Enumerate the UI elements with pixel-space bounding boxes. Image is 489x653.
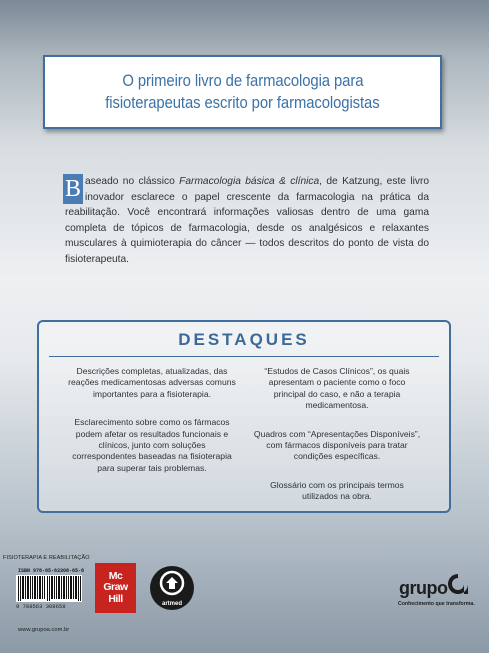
highlight-item: Esclarecimento sobre como os fármacos podem afetar os resultados funcionais e clínicos, junto com soluções correspondentes baseadas na fisioterapia para superar tais problemas. (72, 417, 232, 473)
highlight-item: Quadros com “Apresentações Disponíveis”, com fármacos disponíveis para tratar condições específicas. (253, 428, 421, 462)
highlights-left-column (67, 366, 237, 491)
book-title-italic: Farmacologia básica & clínica (179, 176, 320, 187)
mcgraw-logo-line: Graw (103, 581, 128, 594)
mcgraw-logo-line: Hill (108, 592, 123, 605)
intro-text-end: , de Katzung, este livro inovador esclarece o papel crescente da farmacologia na prática da reabilitação. Você encontrará informações valiosas dentro de uma gama completa de tópicos de farmacologia, desde os analgésicos e relaxantes musculares à quimioterapia do câncer — todos descritos do ponto de vista do fisioterapeuta. (65, 176, 430, 265)
mcgraw-logo-line: Mc (108, 569, 123, 582)
highlights-title: DESTAQUES (178, 330, 310, 349)
grupo-a-logo-text: grupo (399, 578, 448, 598)
grupo-a-tagline: Conhecimento que transforma. (398, 601, 475, 607)
highlight-item: Glossário com os principais termos utilizados na obra. (270, 479, 404, 502)
barcode-digits: 9 788563 308658 (16, 603, 66, 610)
highlight-item: “Estudos de Casos Clínicos”, os quais apresentam o paciente como o foco principal do caso, e não a terapia medicamentosa. (264, 366, 410, 411)
artmed-logo-text: artmed (161, 601, 182, 607)
highlights-right-column (252, 366, 422, 520)
isbn-label: ISBN 978-85-63308-65-8 (18, 568, 85, 574)
highlights-divider (49, 356, 439, 357)
intro-text-start: aseado no clássico (85, 176, 180, 187)
highlights-box (37, 320, 451, 513)
highlight-item: Descrições completas, atualizadas, das reações medicamentosas adversas comuns importantes para a fisioterapia. (68, 366, 236, 399)
grupo-a-logo-icon (446, 572, 470, 596)
mcgraw-hill-logo (95, 563, 136, 613)
headline-line-1: O primeiro livro de farmacologia para (122, 72, 363, 90)
drop-cap: B (64, 176, 81, 202)
intro-paragraph (65, 174, 429, 267)
barcode (16, 575, 82, 602)
headline-line-2: fisioterapeutas escrito por farmacologistas (105, 94, 380, 112)
website-url: www.grupoa.com.br (18, 627, 70, 633)
category-label: FISIOTERAPIA E REABILITAÇÃO (3, 555, 90, 561)
headline-banner (43, 55, 442, 129)
